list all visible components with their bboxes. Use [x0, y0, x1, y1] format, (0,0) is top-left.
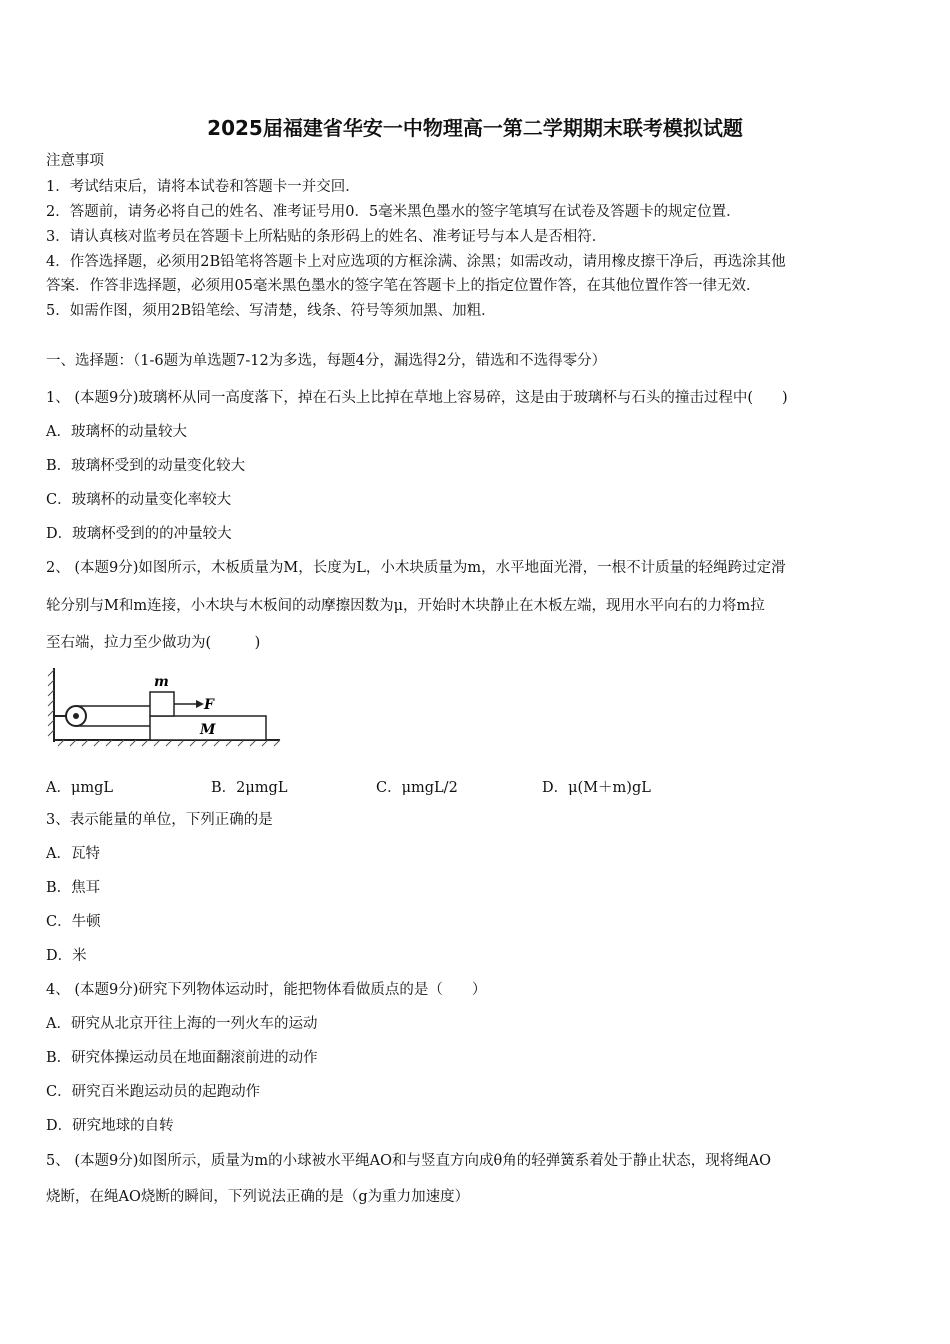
- figure-label-m: m: [154, 674, 169, 690]
- question-2-option-d: D．μ(M＋m)gL: [542, 780, 651, 796]
- question-1-option-b: B．玻璃杯受到的动量变化较大: [46, 458, 246, 474]
- section-heading: 一、选择题：（1-6题为单选题7-12为多选，每题4分，漏选得2分，错选和不选得零分）: [46, 353, 607, 369]
- question-2-stem-line2: 轮分别与M和m连接，小木块与木板间的动摩擦因数为μ，开始时木块静止在木板左端，现用水平向右的力将m拉: [46, 598, 765, 614]
- question-1-option-c: C．玻璃杯的动量变化率较大: [46, 492, 232, 508]
- question-4-option-d: D．研究地球的自转: [46, 1118, 174, 1134]
- question-4-stem: 4、 (本题9分)研究下列物体运动时，能把物体看做质点的是（ ）: [46, 982, 487, 998]
- figure-label-big-m: M: [200, 722, 216, 738]
- question-3-option-d: D．米: [46, 948, 87, 964]
- notice-item: 4．作答选择题，必须用2B铅笔将答题卡上对应选项的方框涂满、涂黑；如需改动，请用橡皮擦干净后，再选涂其他: [46, 254, 786, 270]
- question-4-option-b: B．研究体操运动员在地面翻滚前进的动作: [46, 1050, 318, 1066]
- question-2-option-c: C．μmgL/2: [376, 780, 458, 796]
- question-2-stem-line3: 至右端，拉力至少做功为( ): [46, 635, 261, 651]
- question-2-figure: [46, 664, 282, 750]
- question-3-option-c: C．牛顿: [46, 914, 101, 930]
- notice-heading: 注意事项: [46, 153, 104, 169]
- question-5-stem-line2: 烧断，在绳AO烧断的瞬间，下列说法正确的是（g为重力加速度）: [46, 1189, 470, 1205]
- notice-item: 2．答题前，请务必将自己的姓名、准考证号用0．5毫米黑色墨水的签字笔填写在试卷及答题卡的规定位置．: [46, 204, 741, 220]
- figure-label-f: F: [204, 697, 214, 713]
- question-1-option-d: D．玻璃杯受到的的冲量较大: [46, 526, 232, 542]
- question-2-stem-line1: 2、 (本题9分)如图所示，木板质量为M，长度为L，小木块质量为m，水平地面光滑，一根不计质量的轻绳跨过定滑: [46, 560, 786, 576]
- question-3-option-b: B．焦耳: [46, 880, 101, 896]
- notice-item: 答案．作答非选择题，必须用05毫米黑色墨水的签字笔在答题卡上的指定位置作答，在其他位置作答一律无效．: [46, 278, 761, 294]
- question-4-option-a: A．研究从北京开往上海的一列火车的运动: [46, 1016, 318, 1032]
- question-3-option-a: A．瓦特: [46, 846, 100, 862]
- notice-item: 1．考试结束后，请将本试卷和答题卡一并交回．: [46, 179, 360, 195]
- question-2-option-b: B．2μmgL: [211, 780, 288, 796]
- question-4-option-c: C．研究百米跑运动员的起跑动作: [46, 1084, 261, 1100]
- question-2-option-a: A．μmgL: [46, 780, 114, 796]
- question-1-stem: 1、 (本题9分)玻璃杯从同一高度落下，掉在石头上比掉在草地上容易碎，这是由于玻璃杯与石头的撞击过程中( ): [46, 390, 788, 406]
- question-5-stem-line1: 5、 (本题9分)如图所示，质量为m的小球被水平绳AO和与竖直方向成θ角的轻弹簧系着处于静止状态，现将绳AO: [46, 1153, 772, 1169]
- question-1-option-a: A．玻璃杯的动量较大: [46, 424, 187, 440]
- notice-item: 5．如需作图，须用2B铅笔绘、写清楚，线条、符号等须加黑、加粗．: [46, 303, 496, 319]
- notice-item: 3．请认真核对监考员在答题卡上所粘贴的条形码上的姓名、准考证号与本人是否相符．: [46, 229, 607, 245]
- page-title: 2025届福建省华安一中物理高一第二学期期末联考模拟试题: [207, 116, 743, 140]
- question-3-stem: 3、表示能量的单位，下列正确的是: [46, 812, 273, 828]
